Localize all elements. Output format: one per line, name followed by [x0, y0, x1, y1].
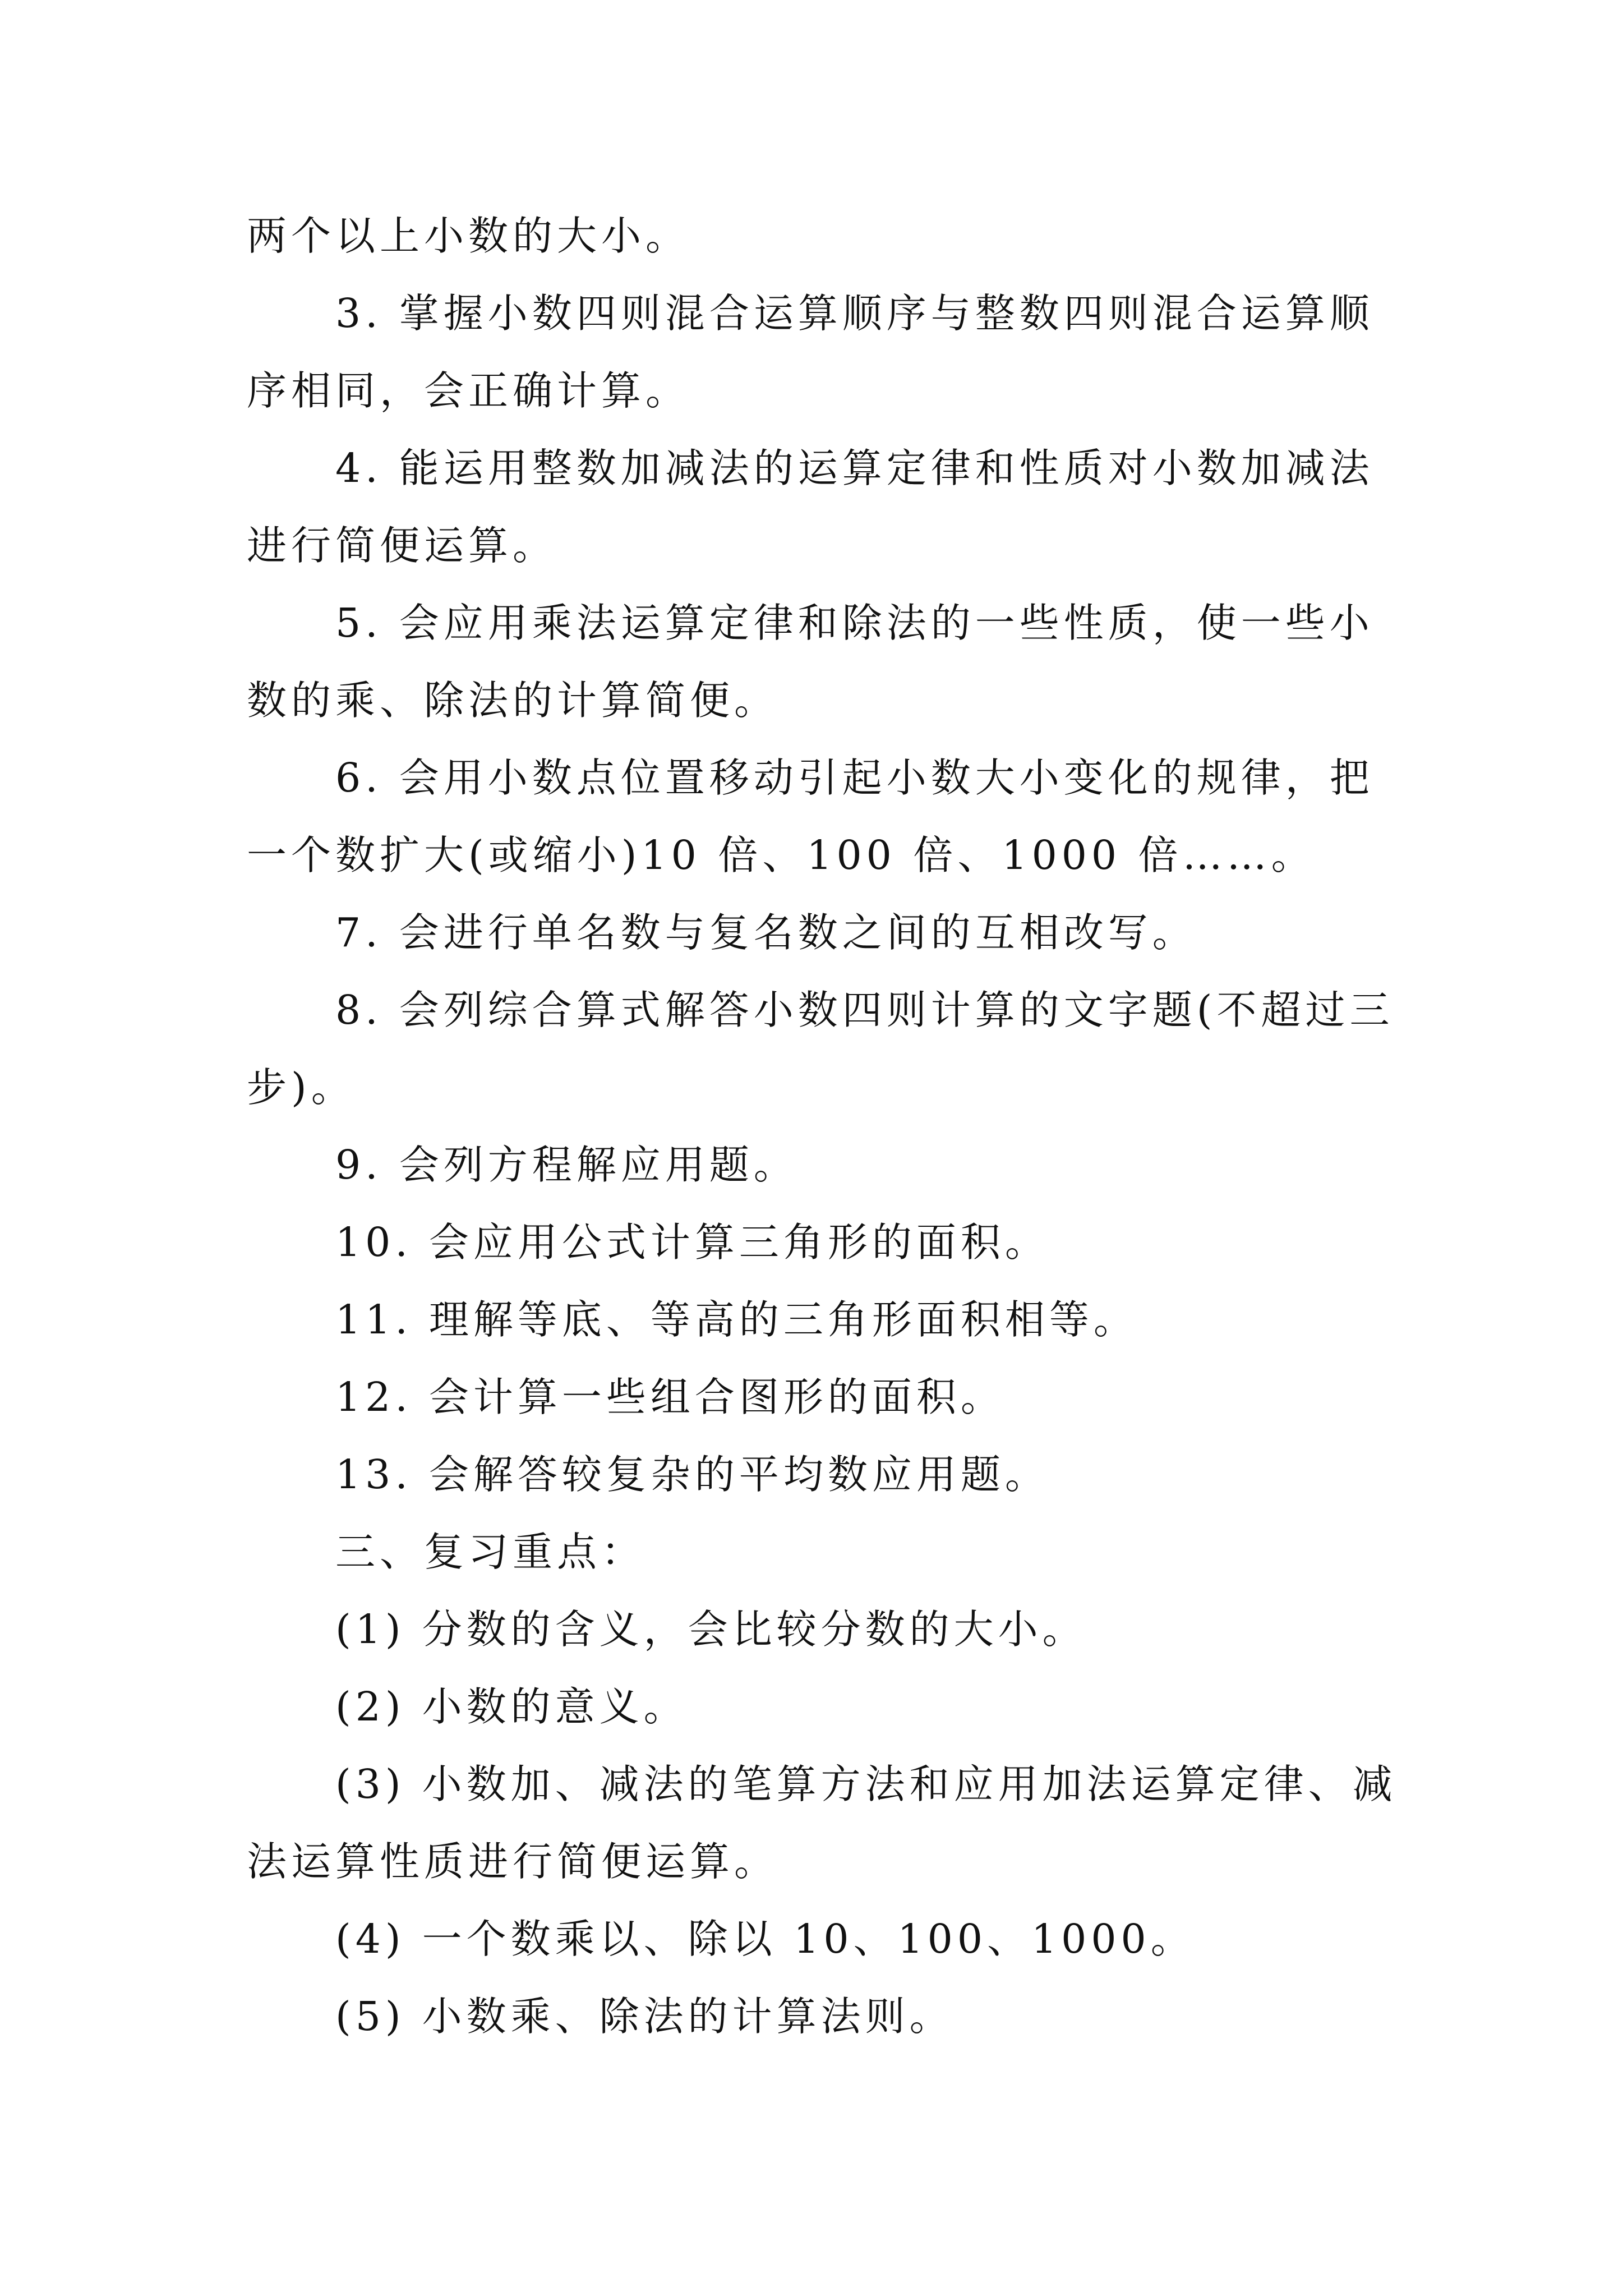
- text-line: [247, 352, 1391, 430]
- heading-text: 三、复习重点：: [335, 1529, 646, 1575]
- key-point-2: [247, 1668, 1391, 1746]
- item-number: 7.: [335, 909, 382, 956]
- key-point-1: [247, 1591, 1391, 1668]
- line-text: 会应用乘法运算定律和除法的一些性质，使一些小: [399, 600, 1374, 646]
- text-line: [247, 662, 1391, 739]
- text-line: [247, 1049, 1391, 1126]
- item-number: 5.: [335, 600, 382, 646]
- body-text: [247, 197, 1397, 2055]
- line-text: 会用小数点位置移动引起小数大小变化的规律，把: [399, 754, 1374, 801]
- item-number: (3): [335, 1761, 405, 1807]
- list-item-11: [247, 1281, 1391, 1359]
- item-number: (2): [335, 1683, 405, 1730]
- item-number: 11.: [335, 1296, 412, 1343]
- text-line: [247, 197, 1391, 275]
- item-number: (5): [335, 1993, 405, 2040]
- list-item-12: [247, 1359, 1391, 1436]
- item-number: 13.: [335, 1451, 412, 1498]
- line-text: 两个以上小数的大小。: [247, 213, 690, 259]
- list-item-4: [247, 430, 1391, 507]
- line-text: 小数加、减法的笔算方法和应用加法运算定律、减: [422, 1761, 1397, 1807]
- list-item-10: [247, 1204, 1391, 1281]
- line-text: 小数的意义。: [422, 1683, 688, 1730]
- text-line: [247, 1823, 1391, 1901]
- line-text: 一个数乘以、除以 10、100、1000。: [422, 1916, 1195, 1962]
- item-number: 9.: [335, 1142, 382, 1188]
- list-item-7: [247, 894, 1391, 972]
- item-number: (4): [335, 1916, 405, 1962]
- list-item-8: [247, 972, 1394, 1049]
- line-text: 分数的含义，会比较分数的大小。: [422, 1606, 1087, 1653]
- line-text: 一个数扩大(或缩小)10 倍、100 倍、1000 倍……。: [247, 832, 1316, 878]
- line-text: 会列方程解应用题。: [399, 1142, 798, 1188]
- line-text: 步)。: [247, 1064, 356, 1111]
- item-number: 3.: [335, 290, 382, 337]
- key-point-4: [247, 1901, 1391, 1978]
- line-text: 序相同，会正确计算。: [247, 367, 690, 414]
- section-heading: [247, 1513, 1391, 1591]
- line-text: 理解等底、等高的三角形面积相等。: [428, 1296, 1138, 1343]
- item-number: 4.: [335, 445, 382, 491]
- key-point-3: [247, 1746, 1397, 1823]
- list-item-9: [247, 1126, 1391, 1204]
- line-text: 会计算一些组合图形的面积。: [428, 1374, 1005, 1420]
- item-number: 12.: [335, 1374, 412, 1420]
- line-text: 数的乘、除法的计算简便。: [247, 677, 779, 724]
- list-item-3: [247, 275, 1391, 352]
- line-text: 会解答较复杂的平均数应用题。: [428, 1451, 1049, 1498]
- line-text: 会应用公式计算三角形的面积。: [428, 1219, 1049, 1266]
- line-text: 能运用整数加减法的运算定律和性质对小数加减法: [399, 445, 1374, 491]
- list-item-6: [247, 739, 1391, 817]
- line-text: 掌握小数四则混合运算顺序与整数四则混合运算顺: [399, 290, 1374, 337]
- item-number: 6.: [335, 754, 382, 801]
- item-number: 8.: [335, 987, 382, 1033]
- text-line: [247, 817, 1391, 894]
- item-number: 10.: [335, 1219, 412, 1266]
- line-text: 会进行单名数与复名数之间的互相改写。: [399, 909, 1197, 956]
- line-text: 小数乘、除法的计算法则。: [422, 1993, 954, 2040]
- item-number: (1): [335, 1606, 405, 1653]
- text-line: [247, 507, 1391, 585]
- list-item-5: [247, 585, 1391, 662]
- key-point-5: [247, 1978, 1391, 2055]
- line-text: 法运算性质进行简便运算。: [247, 1838, 779, 1885]
- line-text: 会列综合算式解答小数四则计算的文字题(不超过三: [399, 987, 1394, 1033]
- line-text: 进行简便运算。: [247, 522, 557, 569]
- list-item-13: [247, 1436, 1391, 1513]
